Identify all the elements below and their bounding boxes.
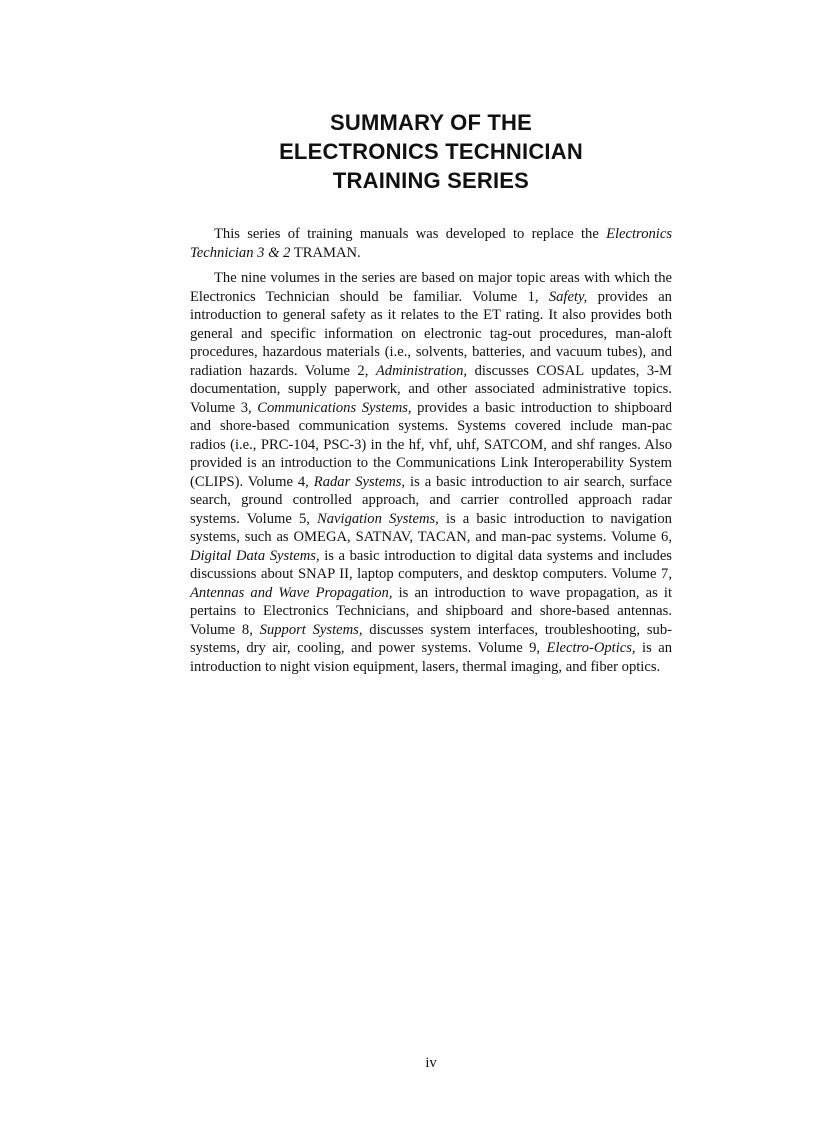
title-line-1: SUMMARY OF THE (329, 110, 533, 135)
volume-1-title: Safety, (548, 288, 588, 305)
title-line-2: ELECTRONICS TECHNICIAN (279, 139, 583, 164)
intro-paragraph (190, 225, 672, 262)
page-number: iv (425, 1055, 437, 1071)
title-line-3: TRAINING SERIES (332, 168, 530, 193)
volumes-text-6: is a basic introduction to navigation systems, such as OMEGA, SATNAV, TACAN, and man-pac systems. Volume 6, (190, 510, 672, 545)
volumes-text-8: is an introduction to wave propagation, as it pertains to Electronics Technicians, and shipboard and shore-based antennas. Volume 8, (190, 584, 672, 638)
page-title (190, 108, 672, 195)
volume-7-title: Antennas and Wave Propagation, (190, 584, 393, 601)
volume-2-title: Administration, (375, 362, 468, 379)
volumes-text-10: is an introduction to night vision equipment, lasers, thermal imaging, and fiber optics. (190, 640, 672, 675)
volume-6-title: Digital Data Systems, (190, 547, 320, 564)
volumes-text-7: is a basic introduction to digital data systems and includes discussions about SNAP II, laptop computers, and desktop computers. Volume 7, (190, 547, 672, 582)
volumes-text-3: discusses COSAL updates, 3-M documentation, supply paperwork, and other associated administrative topics. Volume 3, (190, 362, 673, 416)
volumes-paragraph (190, 269, 672, 676)
volumes-text-9: discusses system interfaces, troubleshooting, sub-systems, dry air, cooling, and power systems. Volume 9, (190, 621, 672, 656)
body-text (190, 225, 672, 683)
volume-8-title: Support Systems, (259, 621, 363, 638)
volume-4-title: Radar Systems, (313, 473, 406, 490)
volume-5-title: Navigation Systems, (317, 510, 439, 527)
volumes-text-2: provides an introduction to general safety as it relates to the ET rating. It also provides both general and specific information on electronic tag-out procedures, man-aloft procedures, hazardous materials (i.e., solvents, batteries, and vacuum tubes), and radiation hazards. Volume 2, (190, 288, 672, 379)
volumes-text-4: provides a basic introduction to shipboard and shore-based communication systems. Systems covered include man-pac radios (i.e., PRC-104, PSC-3) in the hf, vhf, uhf, SATCOM, and shf ranges. Also provided is an introduction to the Communications Link Interoperability System (CLIPS). Volume 4, (190, 399, 672, 490)
volumes-text-5: is a basic introduction to air search, surface search, ground controlled approach, and carrier controlled approach radar systems. Volume 5, (190, 473, 672, 527)
intro-text-2: TRAMAN. (290, 244, 361, 261)
traman-title: Electronics Technician 3 & 2 (190, 226, 672, 261)
volume-3-title: Communications Systems, (257, 399, 412, 416)
volumes-text-1: The nine volumes in the series are based on major topic areas with which the Electronics Technician should be familiar. Volume 1, (190, 270, 672, 305)
volume-9-title: Electro-Optics, (546, 640, 636, 656)
intro-text-1: This series of training manuals was developed to replace the (214, 226, 607, 242)
